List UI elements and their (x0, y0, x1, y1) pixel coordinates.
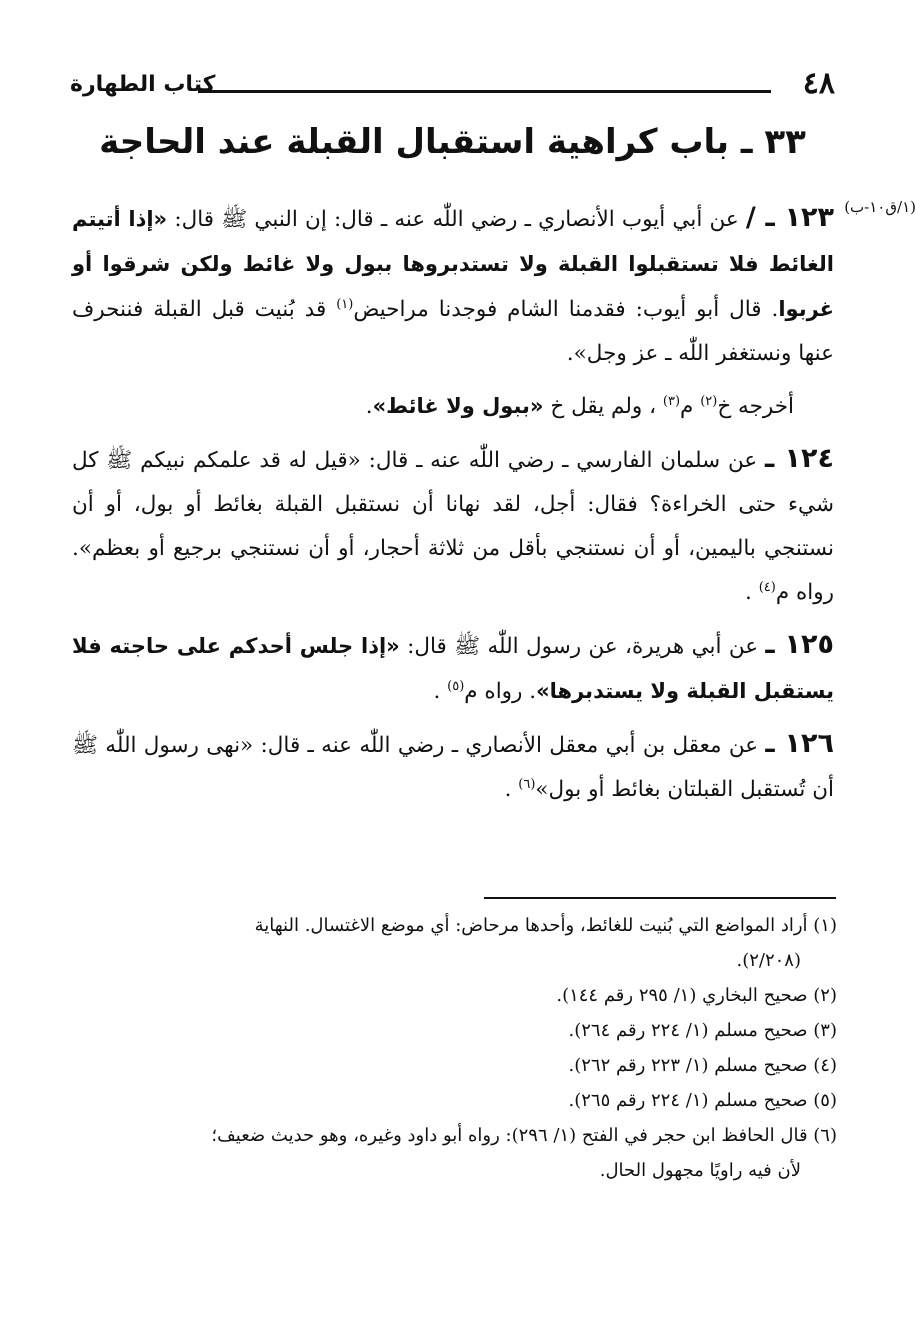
footnote-ref[interactable]: (٢) (700, 393, 718, 409)
footnote-text: لأن فيه راويًا مجهول الحال. (599, 1160, 801, 1181)
running-header (70, 66, 835, 106)
footnote-1-continued (72, 943, 837, 978)
footnote-ref[interactable]: (٦) (518, 776, 536, 792)
source-quote: «ببول ولا غائط» (372, 394, 544, 418)
hadith-126 (72, 722, 834, 812)
source-text: أخرجه خ (717, 394, 794, 419)
footnote-ref[interactable]: (١) (336, 296, 354, 312)
footnote-text: (٢/٢٠٨). (736, 950, 801, 971)
hadith-text: . قال أبو أيوب: فقدمنا الشام فوجدنا مراحيض (353, 297, 779, 322)
footnote-6 (72, 1118, 837, 1153)
footnote-4 (72, 1048, 837, 1083)
hadith-number: ١٢٣ ـ / (745, 202, 835, 233)
source-text: . (365, 394, 373, 419)
header-rule (198, 90, 771, 93)
footnote-text: (٢) صحيح البخاري (١/ ٢٩٥ رقم ١٤٤). (556, 985, 837, 1006)
hadith-number: ١٢٥ ـ (765, 629, 834, 660)
footnote-separator (484, 897, 836, 899)
hadith-125 (72, 623, 834, 714)
footnote-2 (72, 978, 837, 1013)
hadith-text: . (433, 679, 448, 704)
hadith-text: عن سلمان الفارسي ـ رضي اللّٰه عنه ـ قال: «قيل له قد علمكم نبيكم ﷺ كل شيء حتى الخراءة؟ فقال: أجل، لقد نهانا أن نستقبل القبلة بغائط أو بول، أو أن نستنجي باليمين، أو أن نستنجي بأقل من ثلاثة أحجار، أو أن نستنجي برجيع أو بعظم». رواه م (72, 448, 834, 605)
footnote-3 (72, 1013, 837, 1048)
source-text: ، ولم يقل خ (543, 394, 663, 419)
hadith-quote: «إذا جلس أحدكم على حاجته فلا يستقبل القبلة ولا يستدبرها» (72, 634, 834, 703)
main-text (72, 196, 834, 820)
book-title: كتاب الطهارة (70, 72, 216, 97)
chapter-title: ٣٣ ـ باب كراهية استقبال القبلة عند الحاجة (99, 122, 806, 162)
hadith-number: ١٢٦ ـ (765, 728, 834, 759)
hadith-123 (72, 196, 834, 376)
hadith-123-source (72, 384, 834, 429)
footnote-text: (٤) صحيح مسلم (١/ ٢٢٣ رقم ٢٦٢). (568, 1055, 837, 1076)
footnote-1 (72, 908, 837, 943)
manuscript-reference: (١/ق١٠-ب) (844, 198, 916, 216)
hadith-text: عن أبي أيوب الأنصاري ـ رضي اللّٰه عنه ـ قال: إن النبي ﷺ قال: (167, 207, 746, 232)
hadith-text: عن أبي هريرة، عن رسول اللّٰه ﷺ قال: (399, 634, 766, 659)
hadith-quote: «إذا أتيتم الغائط فلا تستقبلوا القبلة ولا تستدبروها ببول ولا غائط ولكن شرقوا أو غربوا (72, 207, 835, 321)
hadith-text: عن معقل بن أبي معقل الأنصاري ـ رضي اللّٰه عنه ـ قال: «نهى رسول اللّٰه ﷺ أن تُستقبل القبلتان بغائط أو بول» (72, 733, 834, 802)
hadith-text: قد بُنيت قبل القبلة فننحرف عنها ونستغفر اللّٰه ـ عز وجل». (72, 297, 834, 366)
footnote-ref[interactable]: (٣) (662, 393, 681, 409)
footnote-5 (72, 1083, 837, 1118)
source-text: م (680, 394, 701, 419)
footnote-text: (١) أراد المواضع التي بُنيت للغائط، وأحدها مرحاض: أي موضع الاغتسال. النهاية (254, 915, 837, 936)
footnote-text: (٣) صحيح مسلم (١/ ٢٢٤ رقم ٢٦٤). (568, 1020, 837, 1041)
hadith-text: . رواه م (464, 679, 537, 704)
hadith-text: . (745, 580, 759, 605)
footnote-text: (٦) قال الحافظ ابن حجر في الفتح (١/ ٢٩٦): رواه أبو داود وغيره، وهو حديث ضعيف؛ (211, 1125, 837, 1146)
page-number: ٤٨ (802, 66, 835, 101)
footnote-6-continued (72, 1153, 837, 1188)
footnote-ref[interactable]: (٥) (447, 678, 465, 694)
hadith-number: ١٢٤ ـ (764, 443, 834, 474)
footnote-text: (٥) صحيح مسلم (١/ ٢٢٤ رقم ٢٦٥). (568, 1090, 837, 1111)
hadith-124 (72, 437, 834, 615)
hadith-text: . (504, 777, 519, 802)
footnotes (72, 908, 837, 1188)
footnote-ref[interactable]: (٤) (758, 579, 776, 595)
